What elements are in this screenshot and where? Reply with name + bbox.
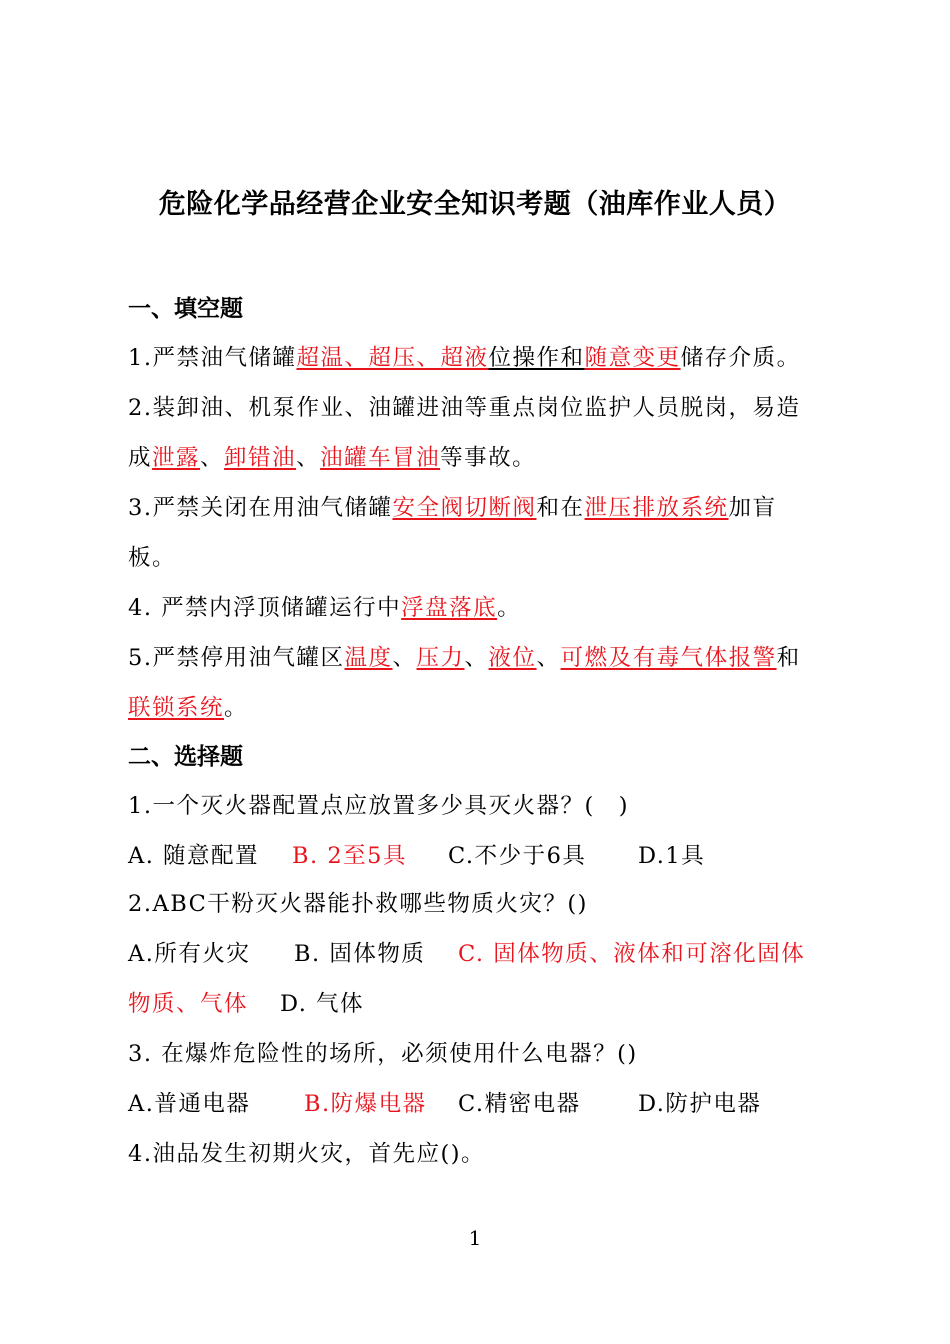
section-heading-multiple-choice: 二、选择题 <box>128 744 243 770</box>
question-text: 和在 <box>536 495 585 521</box>
question-text: 1.严禁油气储罐 <box>128 345 297 371</box>
choice-option-c: C.不少于6具 <box>448 843 587 869</box>
answer-blank: 温度 <box>344 645 393 671</box>
answer-separator: 、 <box>416 345 441 371</box>
choice-option-c-correct-cont: 物质、气体 <box>128 991 249 1017</box>
answer-blank: 浮盘落底 <box>401 595 498 621</box>
answer-blank: 可燃及有毒气体报警 <box>560 645 777 671</box>
separator: 、 <box>200 445 225 471</box>
choice-question-2: 2.ABC干粉灭火器能扑救哪些物质火灾？() <box>128 891 588 917</box>
fill-question-5-line-2 <box>128 690 248 722</box>
choice-option-c-correct: C. 固体物质、液体和可溶化固体 <box>458 941 806 967</box>
choice-option-d: D. 气体 <box>280 991 365 1017</box>
choice-option-b-correct: B.防爆电器 <box>304 1091 427 1117</box>
answer-blank: 泄压排放系统 <box>584 495 729 521</box>
choice-question-3: 3. 在爆炸危险性的场所，必须使用什么电器？() <box>128 1041 638 1067</box>
answer-blank: 泄露 <box>152 445 201 471</box>
section-heading-fill-blank: 一、填空题 <box>128 296 243 322</box>
question-text: 4. 严禁内浮顶储罐运行中 <box>128 595 402 621</box>
choice-option-d: D.防护电器 <box>638 1091 762 1117</box>
question-text: 位操作和 <box>488 345 585 371</box>
fill-question-2-line-1: 2.装卸油、机泵作业、油罐进油等重点岗位监护人员脱岗，易造 <box>128 395 801 421</box>
choice-option-b: B. 固体物质 <box>294 941 426 967</box>
answer-blank: 油罐车冒油 <box>320 445 441 471</box>
answer-blank: 液位 <box>488 645 537 671</box>
question-text: 3.严禁关闭在用油气储罐 <box>128 495 393 521</box>
fill-question-1 <box>128 340 801 372</box>
separator: 、 <box>392 645 417 671</box>
answer-blank: 联锁系统 <box>128 695 225 721</box>
answer-separator: 、 <box>344 345 369 371</box>
question-text: 储存介质。 <box>680 345 801 371</box>
fill-question-5-line-1 <box>128 640 801 672</box>
answer-blank: 安全阀切断阀 <box>392 495 537 521</box>
fill-question-3-line-2: 板。 <box>128 545 177 571</box>
separator: 、 <box>536 645 561 671</box>
answer-blank: 超液 <box>440 345 489 371</box>
answer-blank: 超压 <box>368 345 417 371</box>
question-text: 。 <box>224 695 249 721</box>
fill-question-3-line-1 <box>128 490 777 522</box>
answer-blank: 超温 <box>296 345 345 371</box>
choice-question-1: 1.一个灭火器配置点应放置多少具灭火器？( ) <box>128 793 630 819</box>
question-text: 5.严禁停用油气罐区 <box>128 645 345 671</box>
separator: 、 <box>296 445 321 471</box>
answer-blank: 随意变更 <box>584 345 681 371</box>
answer-blank: 卸错油 <box>224 445 297 471</box>
choice-option-c: C.精密电器 <box>458 1091 581 1117</box>
choice-option-d: D.1具 <box>638 843 706 869</box>
question-text: 和 <box>776 645 801 671</box>
choice-option-a: A.普通电器 <box>128 1091 251 1117</box>
question-text: 成 <box>128 445 153 471</box>
answer-blank: 压力 <box>416 645 465 671</box>
separator: 、 <box>464 645 489 671</box>
question-text: 等事故。 <box>440 445 537 471</box>
fill-question-4 <box>128 590 521 622</box>
question-text: 加盲 <box>728 495 777 521</box>
choice-option-a: A.所有火灾 <box>128 941 251 967</box>
choice-option-b-correct: B. 2至5具 <box>292 843 407 869</box>
choice-option-a: A. 随意配置 <box>128 843 260 869</box>
question-text: 。 <box>497 595 522 621</box>
page-number: 1 <box>468 1226 482 1250</box>
fill-question-2-line-2 <box>128 440 536 472</box>
choice-question-4: 4.油品发生初期火灾，首先应()。 <box>128 1141 486 1167</box>
document-title: 危险化学品经营企业安全知识考题（油库作业人员） <box>158 189 792 220</box>
